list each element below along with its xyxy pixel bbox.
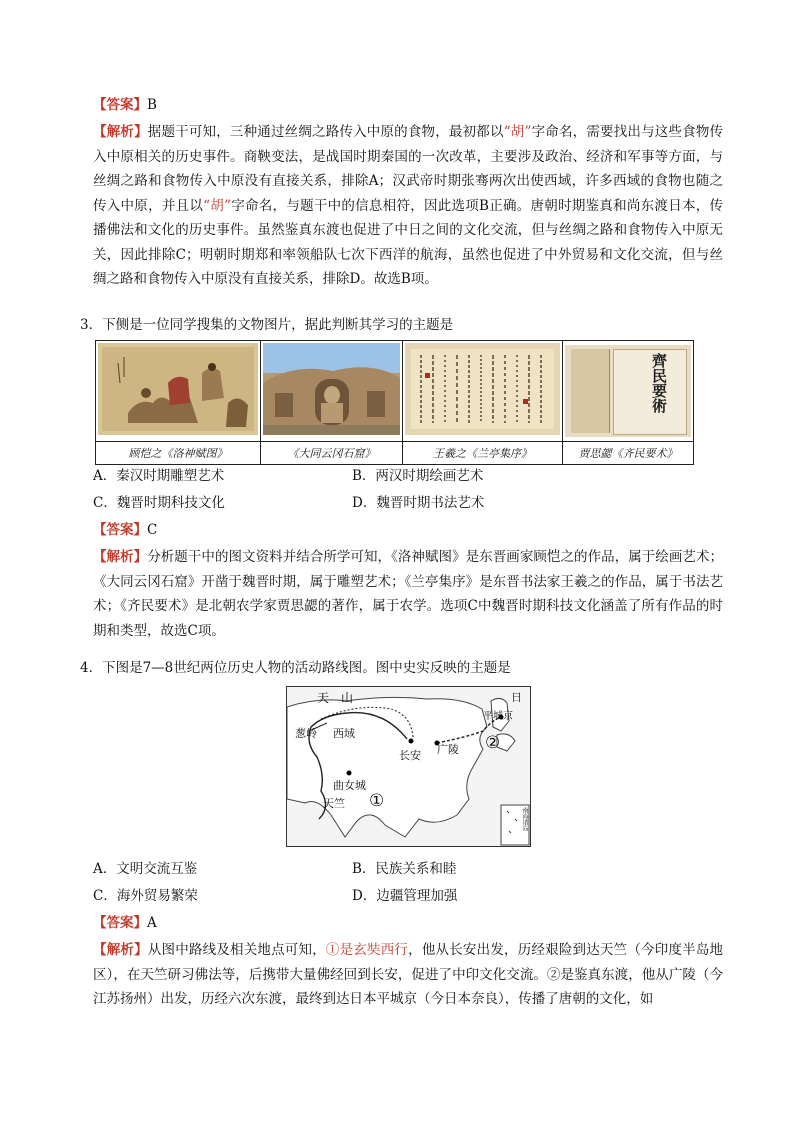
artifact-image-painting <box>96 341 261 442</box>
analysis-text: 字命名，需要找出与这些食物传入中原相关的历史事件。商鞅变法，是战国时期秦国的一次改革，主要涉及政治、经济和军事等方面，与丝绸之路和食物传入中原没有直接关系，排除A；汉武帝时期张骞两次出使西域，许多西域的食物也随之传入中原，并且以 <box>93 124 724 214</box>
artifact-image-calligraphy <box>403 341 563 442</box>
route-map <box>286 686 531 847</box>
map-label-congling: 葱岭 <box>295 727 317 740</box>
answer-tag: 【答案】 <box>93 522 147 538</box>
option-b[interactable]: B．两汉时期绘画艺术 <box>352 468 484 484</box>
option-d[interactable]: D．边疆管理加强 <box>352 888 458 904</box>
analysis-text: 字命名，与题干中的信息相符，因此选项B正确。唐朝时期鉴真和尚东渡日本，传播佛法和文化的历史事件。虽然鉴真东渡也促进了中日之间的文化交流，但与丝绸之路和食物传入中原无关，因此排除C；明朝时期郑和率领船队七次下西洋的航海，虽然也促进了中外贸易和文化交流，但与丝绸之路和食物传入中原没有直接关系，排除D。故选B项。 <box>93 197 724 287</box>
analysis-tag: 【解析】 <box>93 549 148 565</box>
artifact-table <box>95 340 694 465</box>
option-c[interactable]: C．海外贸易繁荣 <box>93 888 198 904</box>
caption-painting: 顾恺之《洛神赋图》 <box>96 442 261 465</box>
q3-stem <box>80 316 453 334</box>
answer-value: C <box>147 522 158 538</box>
q3-analysis <box>93 545 723 643</box>
question-number: 4． <box>80 660 103 676</box>
q2-answer <box>93 96 157 114</box>
map-label-qunvcheng: 曲女城 <box>333 779 366 792</box>
caption-book: 贾思勰《齐民要术》 <box>563 442 694 465</box>
analysis-text: 从图中路线及相关地点可知， <box>147 942 326 958</box>
analysis-tag: 【解析】 <box>93 942 148 958</box>
analysis-highlight: “胡” <box>503 124 532 140</box>
answer-tag: 【答案】 <box>93 915 147 931</box>
artifact-image-book <box>563 341 694 442</box>
analysis-highlight: “胡” <box>203 197 231 214</box>
q4-answer <box>93 914 157 932</box>
analysis-tag: 【解析】 <box>93 124 148 140</box>
q3-answer <box>93 521 157 539</box>
q2-analysis <box>93 120 723 292</box>
question-stem: 下图是7—8世纪两位历史人物的活动路线图。图中史实反映的主题是 <box>102 660 511 676</box>
map-label-changan: 长安 <box>399 749 421 762</box>
answer-value: A <box>147 915 157 931</box>
map-label-route2: ② <box>485 733 501 753</box>
q4-stem <box>80 659 511 677</box>
analysis-text: 据题干可知，三种通过丝绸之路传入中原的食物，最初都以 <box>147 124 504 140</box>
map-label-inset: 南海诸岛 <box>521 807 528 831</box>
map-label-route1: ① <box>369 791 385 811</box>
question-stem: 下侧是一位同学搜集的文物图片，据此判断其学习的主题是 <box>102 317 454 333</box>
artifact-image-grottoes <box>261 341 403 442</box>
analysis-text: ，他从长安出发，历经艰险到达天竺（今印度半岛地区），在天竺研习佛法等，后携带大量佛经回到长安，促进了中印文化交流。②是鉴真东渡，他从广陵（今江苏扬州）出发，历经六次东渡，最终到达日本平城京（今日本奈良），传播了唐朝的文化，如 <box>93 942 724 1007</box>
map-label-guangling: 广陵 <box>437 743 459 756</box>
q4-analysis <box>93 938 723 1012</box>
caption-calligraphy: 王羲之《兰亭集序》 <box>403 442 563 465</box>
option-a[interactable]: A．秦汉时期雕塑艺术 <box>93 468 225 484</box>
book-title: 齊民要術 <box>650 353 668 413</box>
map-label-tianzhu: 天竺 <box>323 797 345 810</box>
option-c[interactable]: C．魏晋时期科技文化 <box>93 495 225 511</box>
map-label-tianshan: 天 山 <box>317 691 354 705</box>
caption-grottoes: 《大同云冈石窟》 <box>261 442 403 465</box>
answer-value: B <box>147 97 157 113</box>
analysis-highlight: ①是玄奘西行 <box>325 942 409 958</box>
question-number: 3． <box>80 317 103 333</box>
option-b[interactable]: B．民族关系和睦 <box>352 861 457 877</box>
map-label-xiyu: 西域 <box>333 727 355 740</box>
map-label-pingcheng: 平城京 <box>483 711 513 722</box>
analysis-text: 分析题干中的图文资料并结合所学可知，《洛神赋图》是东晋画家顾恺之的作品，属于绘画艺术；《大同云冈石窟》开凿于魏晋时期，属于雕塑艺术；《兰亭集序》是东晋书法家王羲之的作品，属于书法艺术；《齐民要术》是北朝农学家贾思勰的著作，属于农学。选项C中魏晋时期科技文化涵盖了所有作品的时期和类型，故选C项。 <box>93 549 724 639</box>
option-d[interactable]: D．魏晋时期书法艺术 <box>352 495 485 511</box>
answer-tag: 【答案】 <box>93 97 147 113</box>
map-label-ri: 日 <box>511 691 522 704</box>
option-a[interactable]: A．文明交流互鉴 <box>93 861 198 877</box>
